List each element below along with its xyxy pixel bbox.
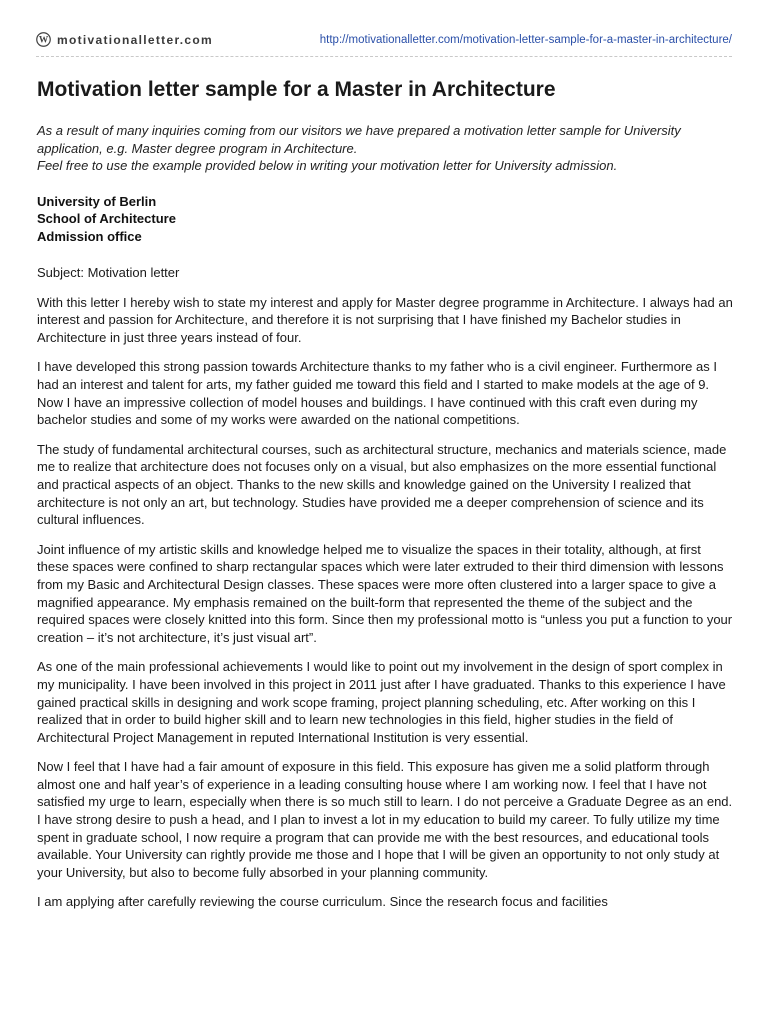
document-body — [37, 78, 733, 911]
intro-section — [37, 122, 733, 175]
wordpress-logo-icon — [36, 32, 51, 47]
recipient-address — [37, 193, 733, 246]
source-url-link[interactable]: http://motivationalletter.com/motivation-letter-sample-for-a-master-in-architecture/ — [319, 34, 732, 46]
svg-text:W: W — [38, 35, 49, 46]
letter-paragraph: I have developed this strong passion towards Architecture thanks to my father who is a civil engineer. Furthermore as I had an interest and talent for arts, my father guided me toward this field and I started to make models at the age of 9. Now I have an impressive collection of model houses and buildings. I have continued with this craft even during my bachelor studies and some of my works were awarded on the national competitions. — [37, 359, 717, 428]
address-line: School of Architecture — [37, 211, 176, 227]
letter-paragraph: I am applying after carefully reviewing the course curriculum. Since the research focus and facilities — [37, 894, 608, 910]
letter-paragraph: As one of the main professional achievements I would like to point out my involvement in the design of sport complex in my municipality. I have been involved in this project in 2011 just after I have graduated. Thanks to this experience I have gained practical skills in designing and work scope framing, project planning scheduling, etc. After working on this I realized that in order to build higher skill and to learn new technologies in this field, higher studies in the field of Architectural Project Management in reputed International Institution is very essential. — [37, 659, 726, 745]
intro-paragraph: As a result of many inquiries coming from our visitors we have prepared a motivation letter sample for University application, e.g. Master degree program in Architecture. — [37, 123, 681, 156]
site-brand[interactable] — [36, 32, 213, 47]
site-name: motivationalletter.com — [57, 32, 213, 47]
document-title: Motivation letter sample for a Master in Architecture — [37, 78, 556, 101]
subject-line: Subject: Motivation letter — [37, 265, 180, 281]
page-header — [36, 30, 732, 57]
letter-paragraph: Joint influence of my artistic skills and knowledge helped me to visualize the spaces in their totality, although, at first these spaces were confined to sharp rectangular spaces which were later extruded to their third dimension with lessons from my Basic and Architectural Design classes. These spaces were more often clustered into a larger space to give a magnified appearance. My emphasis remained on the built-form that represented the theme of the subject and the required spaces were closely knitted into this form. Since then my professional motto is “unless you put a function to your creation – it’s not architecture, it’s just visual art”. — [37, 541, 733, 645]
intro-paragraph: Feel free to use the example provided below in writing your motivation letter for University admission. — [37, 158, 618, 174]
address-line: Admission office — [37, 228, 142, 244]
letter-paragraph: The study of fundamental architectural courses, such as architectural structure, mechanics and materials science, made me to realize that architecture does not focuses only on a visual, but also emphasizes on the more essential functional and practical aspects of an object. Thanks to the new skills and knowledge gained on the University I realized that architecture is not only an art, but technology. Studies have provided me a deeper comprehension of science and its cultural influences. — [37, 441, 727, 528]
address-line: University of Berlin — [37, 193, 157, 209]
letter-paragraph: Now I feel that I have had a fair amount of exposure in this field. This exposure has given me a solid platform through almost one and half year’s of experience in a leading consulting house where I am working now. I feel that I have not satisfied my urge to learn, especially when there is so much still to learn. I do not perceive a Graduate Degree as an end. I have strong desire to push a head, and I plan to invest a lot in my education to build my career. To fully utilize my time spent in graduate school, I now require a program that can provide me with the best resources, and educational tools available. Your University can rightly provide me those and I hope that I will be given an opportunity to not only study at your University, but also to become fully absorbed in your planning community. — [37, 759, 733, 880]
letter-paragraph: With this letter I hereby wish to state my interest and apply for Master degree programme in Architecture. I always had an interest and passion for Architecture, and therefore it is not surprising that I have finished my Bachelor studies in Architecture in just three years instead of four. — [37, 294, 733, 345]
